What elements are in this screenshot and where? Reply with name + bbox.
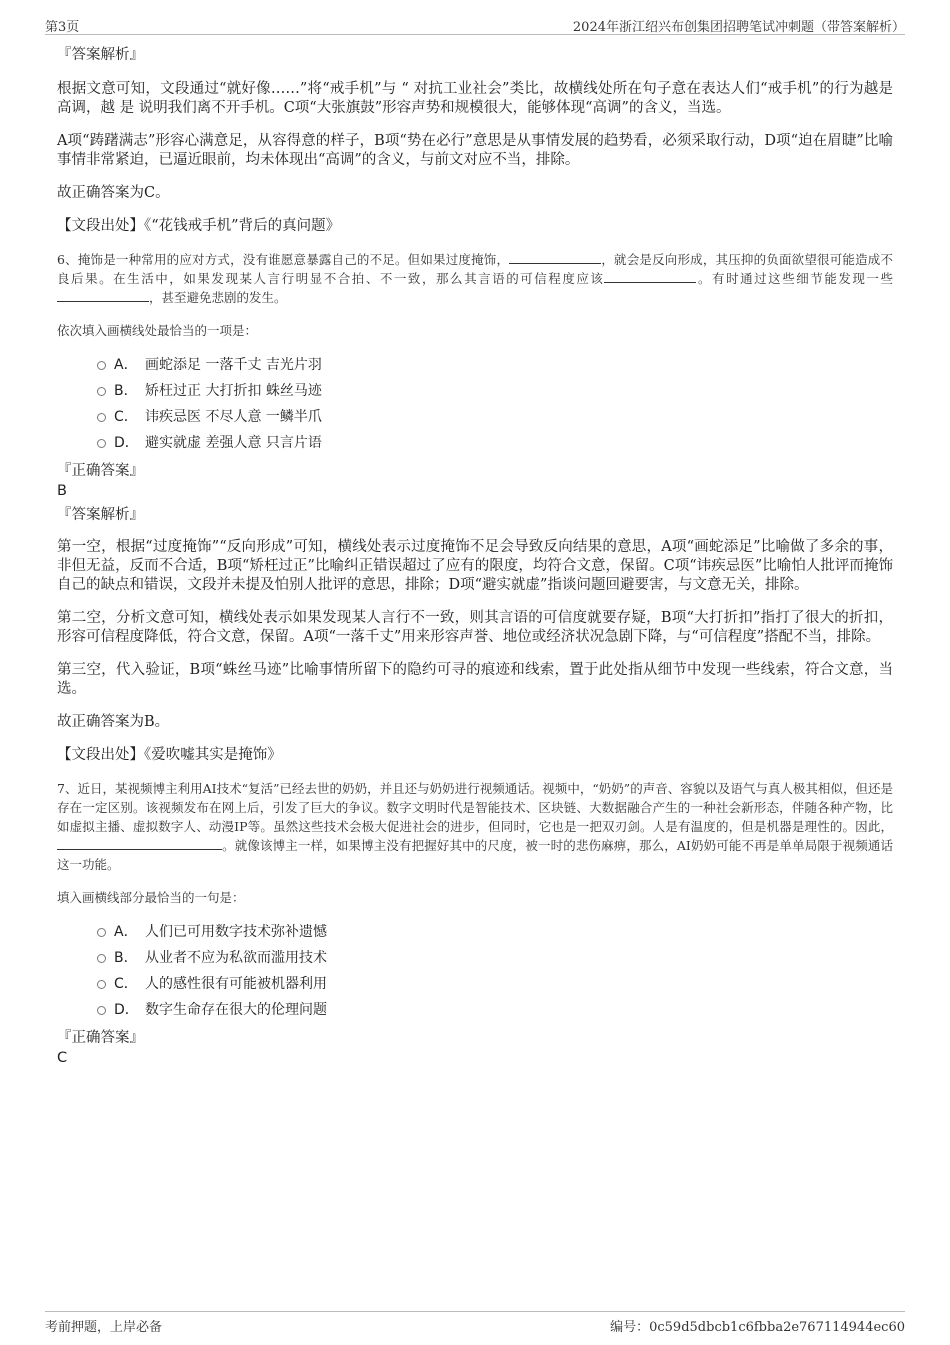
q6-blank-1 [509,251,601,264]
q6-option-d[interactable]: D． 避实就虚 差强人意 只言片语 [57,430,893,456]
q5-source: 【文段出处】《“花钱戒手机”背后的真问题》 [57,218,341,234]
q7-option-b[interactable]: B． 从业者不应为私欲而滥用技术 [57,945,893,971]
q6-blank-2 [604,270,696,283]
page-footer [45,1311,905,1336]
q6-options [57,352,893,456]
q6-blank-3 [57,289,149,302]
page-content [57,44,893,1067]
q6-analysis-label: 『答案解析』 [57,507,144,523]
radio-icon[interactable] [97,1006,106,1015]
q6-prompt: 依次填入画横线处最恰当的一项是： [57,323,258,338]
radio-icon[interactable] [97,439,106,448]
q6-stem [57,250,893,307]
q7-option-a[interactable]: A． 人们已可用数字技术弥补遗憾 [57,919,893,945]
radio-icon[interactable] [97,928,106,937]
q5-analysis-label: 『答案解析』 [57,47,144,63]
q6-stem-part2: ，就会是反向形成，其压抑的负面欲望很可能造成不良后果。在生活中，如果发现某人言行明显不合拍、不一致，那么其言语的可信程度应该 [57,252,893,286]
q6-correct-label: 『正确答案』 [57,463,144,479]
q7-stem [57,779,893,874]
q7-answer: C [57,1050,68,1066]
q6-answer: B [57,483,67,499]
radio-icon[interactable] [97,387,106,396]
q7-blank [57,837,222,850]
q6-stem-part3: 。有时通过这些细节能发现一些 [696,271,893,286]
radio-icon[interactable] [97,954,106,963]
page-header [45,14,905,35]
q7-options [57,919,893,1023]
q6-option-b[interactable]: B． 矫枉过正 大打折扣 蛛丝马迹 [57,378,893,404]
q6-stem-part4: ，甚至避免悲剧的发生。 [149,290,287,305]
q6-analysis-para3: 第三空，代入验证，B项“蛛丝马迹”比喻事情所留下的隐约可寻的痕迹和线索，置于此处指从细节中发现一些线索，符合文意，当选。 [57,662,893,697]
q5-analysis-para2: A项“踌躇满志”形容心满意足，从容得意的样子，B项“势在必行”意思是从事情发展的趋势看，必须采取行动，D项“迫在眉睫”比喻事情非常紧迫，已逼近眼前，均未体现出“高调”的含义，与前文对应不当，排除。 [57,133,893,168]
radio-icon[interactable] [97,361,106,370]
q6-analysis-para1: 第一空，根据“过度掩饰”“反向形成”可知，横线处表示过度掩饰不足会导致反向结果的意思，A项“画蛇添足”比喻做了多余的事，非但无益，反而不合适，B项“矫枉过正”比喻纠正错误超过了应有的限度，均符合文意，保留。C项“讳疾忌医”比喻怕人批评而掩饰自己的缺点和错误，文段并未提及怕别人批评的意思，排除；D项“避实就虚”指谈问题回避要害，与文意无关，排除。 [57,539,893,593]
footer-slogan: 考前押题，上岸必备 [45,1320,163,1335]
q7-stem-part2: 。就像该博主一样，如果博主没有把握好其中的尺度，被一时的悲伤麻痹，那么，AI奶奶可能不再是单单局限于视频通话这一功能。 [57,838,893,872]
radio-icon[interactable] [97,980,106,989]
q7-prompt: 填入画横线部分最恰当的一句是： [57,890,245,905]
q6-option-c[interactable]: C． 讳疾忌医 不尽人意 一鳞半爪 [57,404,893,430]
q6-stem-part1: 6、掩饰是一种常用的应对方式，没有谁愿意暴露自己的不足。但如果过度掩饰， [57,252,510,267]
q6-source: 【文段出处】《爱吹嘘其实是掩饰》 [57,747,282,763]
footer-code: 编号：0c59d5dbcb1c6fbba2e767114944ec60 [610,1320,905,1335]
q7-option-d[interactable]: D． 数字生命存在很大的伦理问题 [57,997,893,1023]
page-number: 第3页 [45,20,80,35]
q7-correct-label: 『正确答案』 [57,1030,144,1046]
q6-analysis-para2: 第二空，分析文意可知，横线处表示如果发现某人言行不一致，则其言语的可信度就要存疑，B项“大打折扣”指打了很大的折扣，形容可信程度降低，符合文意，保留。A项“一落千丈”用来形容声誉、地位或经济状况急剧下降，与“可信程度”搭配不当，排除。 [57,610,893,645]
q5-conclusion: 故正确答案为C。 [57,185,170,201]
q6-conclusion: 故正确答案为B。 [57,714,170,730]
q7-stem-part1: 7、近日，某视频博主利用AI技术“复活”已经去世的奶奶，并且还与奶奶进行视频通话。视频中，“奶奶”的声音、容貌以及语气与真人极其相似，但还是存在一定区别。该视频发布在网上后，引发了巨大的争议。数字文明时代是智能技术、区块链、大数据融合产生的一种社会新形态，伴随各种产物，比如虚拟主播、虚拟数字人、动漫IP等。虽然这些技术会极大促进社会的进步，但同时，它也是一把双刃剑。人是有温度的，但是机器是理性的。因此， [57,781,893,834]
radio-icon[interactable] [97,413,106,422]
document-title: 2024年浙江绍兴布创集团招聘笔试冲刺题（带答案解析） [572,20,905,35]
q7-option-c[interactable]: C． 人的感性很有可能被机器利用 [57,971,893,997]
q5-analysis-para1: 根据文意可知，文段通过“就好像……”将“戒手机”与 “ 对抗工业社会”类比，故横线处所在句子意在表达人们“戒手机”的行为越是高调，越 是 说明我们离不开手机。C项“大张旗鼓”形容声势和规模很大，能够体现“高调”的含义，当选。 [57,81,893,116]
q6-option-a[interactable]: A． 画蛇添足 一落千丈 吉光片羽 [57,352,893,378]
